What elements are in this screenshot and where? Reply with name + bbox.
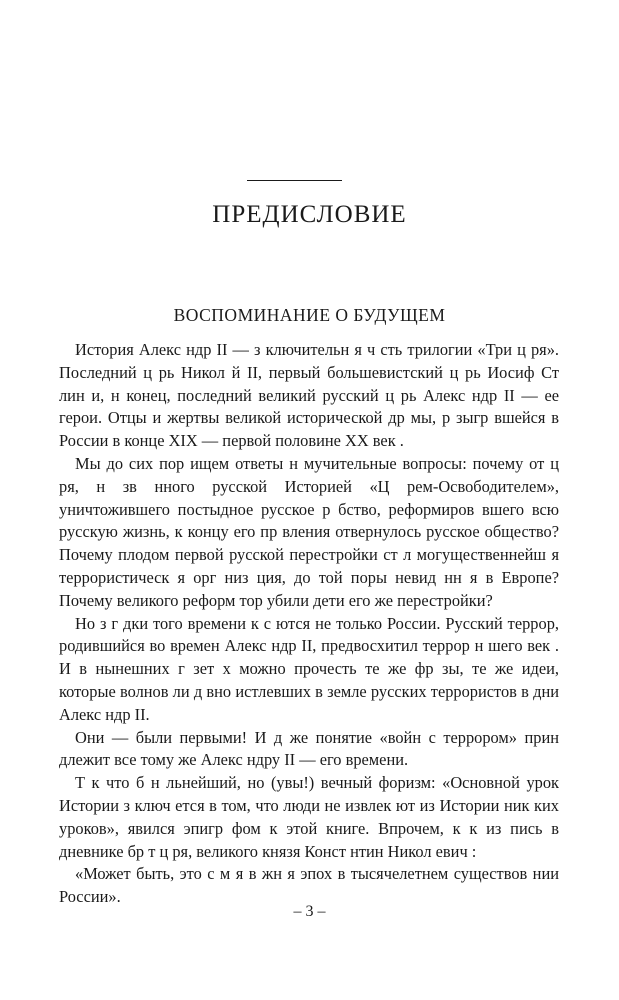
paragraph: История Алекс ндр II — з ключительн я ч сть трилогии «Три ц ря». Последний ц рь Никол й II, первый большевистский ц рь Иосиф Ст лин и, н конец, последний великий русский ц рь Алекс ндр II — ее герои. Отцы и жертвы великой исторической др мы, р зыгр вшейся в России в конце XIX — первой половине XX век . [59, 340, 559, 451]
decorative-rule [247, 180, 342, 181]
page-number: – 3 – [293, 903, 326, 920]
paragraph: Мы до сих пор ищем ответы н мучительные вопросы: почему от ц ря, н зв нного русской Историей «Ц рем-Освободителем», уничтожившего постыдное русское р бство, реформиров вшего всю русскую жизнь, к концу его пр вления отвернулось русское общество? Почему плодом первой русской перестройки ст л могущественнейш я террористическ я орг низ ция, до той поры невид нн я в Европе? Почему великого реформ тор убили дети его же перестройки? [59, 453, 559, 610]
paragraph: «Может быть, это с м я в жн я эпох в тысячелетнем существов нии России». [59, 864, 559, 907]
chapter-title: ПРЕДИСЛОВИЕ [212, 201, 407, 228]
section-title: ВОСПОМИНАНИЕ О БУДУЩЕМ [173, 305, 446, 325]
paragraph: Но з г дки того времени к с ются не только России. Русский террор, родившийся во времен Алекс ндр II, предвосхитил террор н шего век . И в нынешних г зет х можно прочесть те же фр зы, те же идеи, которые волнов ли д вно истлевших в земле русских террористов в дни Алекс ндр II. [59, 613, 559, 724]
paragraph: Они — были первыми! И д же понятие «войн с террором» прин длежит все тому же Алекс ндру II — его времени. [59, 727, 559, 770]
body-text [59, 339, 559, 909]
paragraph: Т к что б н льнейший, но (увы!) вечный форизм: «Основной урок Истории з ключ ется в том, что люди не извлек ют из Истории ник ких уроков», явился эпигр фом к этой книге. Впрочем, к к из пись в дневнике бр т ц ря, великого князя Конст нтин Никол евич : [59, 773, 559, 861]
